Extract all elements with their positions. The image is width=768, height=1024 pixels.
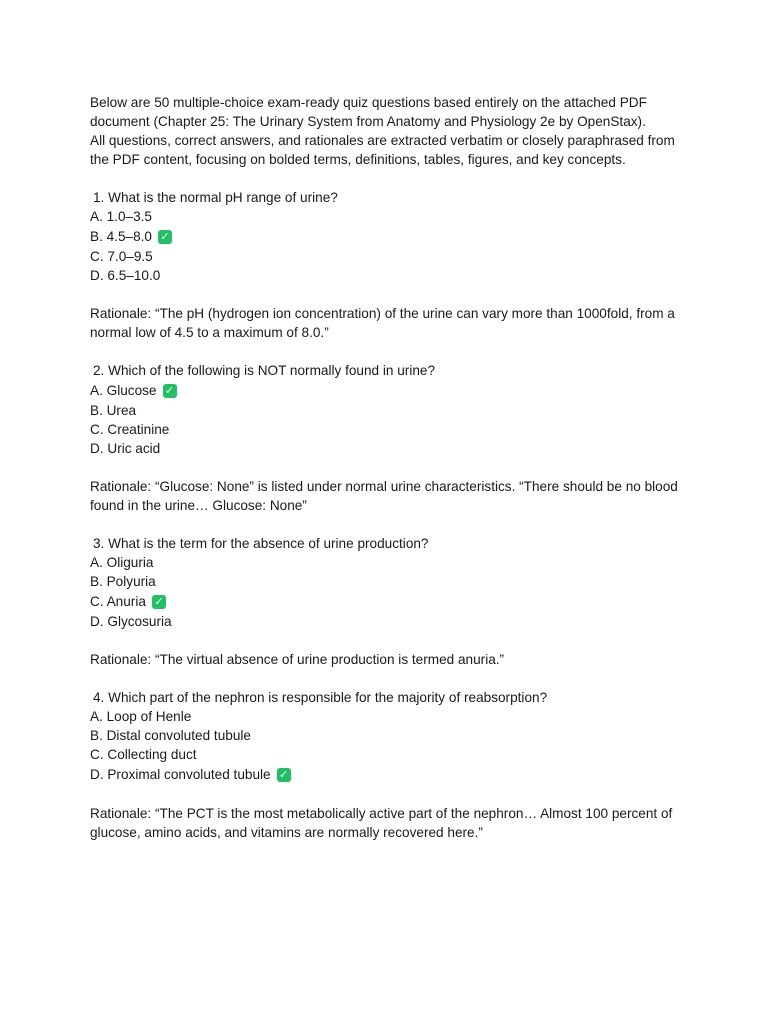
option-label: A. 1.0–3.5 <box>90 209 152 224</box>
rationale: Rationale: “The pH (hydrogen ion concentration) of the urine can vary more than 1000fold, from a normal low of 4.5 to a maximum of 8.0.” <box>90 306 675 340</box>
option-c <box>90 247 680 266</box>
option-label: B. Urea <box>90 403 137 418</box>
option-label: A. Loop of Henle <box>90 709 192 724</box>
question-text: 3. What is the term for the absence of urine production? <box>93 536 429 551</box>
option-b <box>90 572 680 591</box>
document-page <box>90 93 680 842</box>
check-mark-icon: ✓ <box>277 768 291 782</box>
rationale: Rationale: “The PCT is the most metabolically active part of the nephron… Almost 100 percent of glucose, amino acids, and vitamins are normally recovered here.” <box>90 806 673 840</box>
question-4 <box>90 688 680 842</box>
rationale: Rationale: “Glucose: None” is listed under normal urine characteristics. “There should be no blood found in the urine… Glucose: None” <box>90 479 678 513</box>
check-mark-icon: ✓ <box>158 230 172 244</box>
question-text: 2. Which of the following is NOT normally found in urine? <box>93 363 436 378</box>
option-label: B. 4.5–8.0 <box>90 229 152 244</box>
check-mark-icon: ✓ <box>152 595 166 609</box>
intro <box>90 93 680 169</box>
question-3 <box>90 534 680 669</box>
option-label: B. Polyuria <box>90 574 156 589</box>
option-label: C. Creatinine <box>90 422 170 437</box>
option-label: D. Uric acid <box>90 441 161 456</box>
option-label: A. Glucose <box>90 383 157 398</box>
option-label: B. Distal convoluted tubule <box>90 728 251 743</box>
intro-paragraph: All questions, correct answers, and rationales are extracted verbatim or closely paraphrased from the PDF content, focusing on bolded terms, definitions, tables, figures, and key concepts. <box>90 133 675 167</box>
check-mark-icon: ✓ <box>163 384 177 398</box>
option-label: C. Anuria <box>90 594 146 609</box>
question-2 <box>90 361 680 515</box>
option-label: D. Glycosuria <box>90 614 172 629</box>
question-text: 4. Which part of the nephron is responsible for the majority of reabsorption? <box>93 690 548 705</box>
option-label: C. Collecting duct <box>90 747 197 762</box>
rationale: Rationale: “The virtual absence of urine production is termed anuria.” <box>90 652 505 667</box>
option-b <box>90 726 680 745</box>
option-a <box>90 207 680 226</box>
option-d <box>90 764 680 785</box>
option-d <box>90 612 680 631</box>
option-a <box>90 707 680 726</box>
question-1 <box>90 188 680 342</box>
option-label: C. 7.0–9.5 <box>90 249 153 264</box>
option-label: D. 6.5–10.0 <box>90 268 161 283</box>
option-label: D. Proximal convoluted tubule <box>90 767 271 782</box>
option-a <box>90 380 680 401</box>
option-d <box>90 439 680 458</box>
option-b <box>90 226 680 247</box>
option-label: A. Oliguria <box>90 555 154 570</box>
option-b <box>90 401 680 420</box>
option-a <box>90 553 680 572</box>
option-c <box>90 420 680 439</box>
option-d <box>90 266 680 285</box>
option-c <box>90 745 680 764</box>
option-c <box>90 591 680 612</box>
question-text: 1. What is the normal pH range of urine? <box>93 190 338 205</box>
intro-paragraph: Below are 50 multiple-choice exam-ready quiz questions based entirely on the attached PDF document (Chapter 25: The Urinary System from Anatomy and Physiology 2e by OpenStax). <box>90 95 647 129</box>
